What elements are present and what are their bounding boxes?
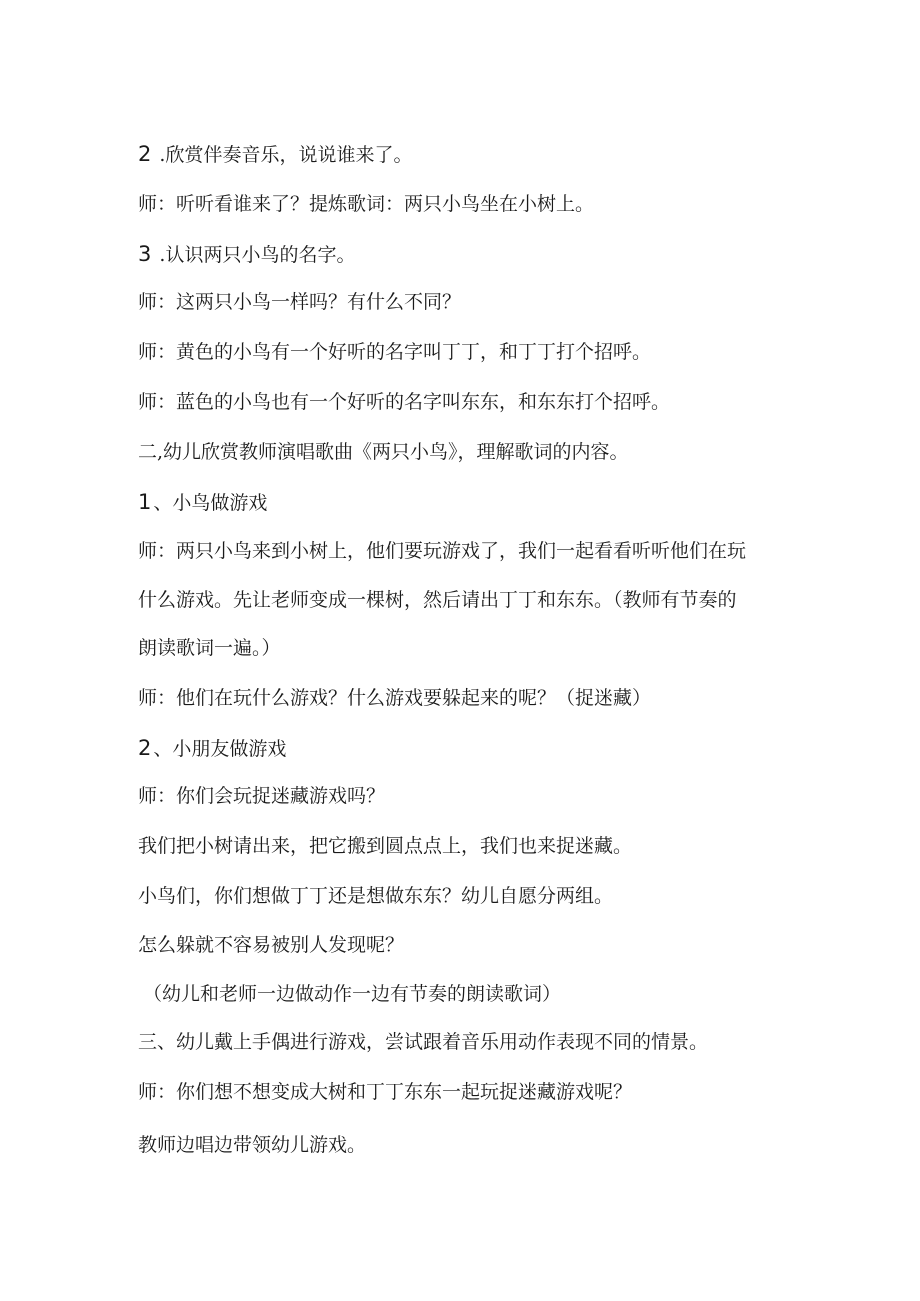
paragraph-line <box>138 1080 790 1104</box>
line-text: 什么游戏。先让老师变成一棵树，然后请出丁丁和东东。（教师有节奏的 <box>138 589 737 611</box>
line-text: 、小朋友做游戏 <box>153 738 287 760</box>
paragraph-line <box>138 884 790 908</box>
line-text: 、小鸟做游戏 <box>153 492 268 514</box>
heading-children-game <box>138 736 790 761</box>
line-text: （幼儿和老师一边做动作一边有节奏的朗读歌词） <box>143 983 562 1005</box>
line-text: 怎么躲就不容易被别人发现呢？ <box>138 934 405 956</box>
paragraph-line <box>138 636 790 660</box>
item-number: 2 <box>138 736 152 760</box>
item-number: 2 <box>138 142 152 166</box>
line-text: 师：黄色的小鸟有一个好听的名字叫丁丁，和丁丁打个招呼。 <box>138 341 652 363</box>
line-text: 师：蓝色的小鸟也有一个好听的名字叫东东，和东东打个招呼。 <box>138 391 671 413</box>
section-heading-three <box>138 1030 790 1054</box>
line-text: .欣赏伴奏音乐，说说谁来了。 <box>153 144 413 166</box>
heading-bird-game <box>138 490 790 515</box>
line-text: 师：你们想不想变成大树和丁丁东东一起玩捉迷藏游戏呢？ <box>138 1081 633 1103</box>
paragraph-line <box>138 1133 790 1157</box>
line-text: 我们把小树请出来，把它搬到圆点点上，我们也来捉迷藏。 <box>138 835 633 857</box>
paragraph-line <box>138 588 790 612</box>
line-text: 师：你们会玩捉迷藏游戏吗？ <box>138 785 386 807</box>
paragraph-line <box>138 390 790 414</box>
line-text: 师：这两只小鸟一样吗？有什么不同？ <box>138 291 462 313</box>
item-number: 3 <box>138 242 152 266</box>
line-text: 小鸟们，你们想做丁丁还是想做东东？幼儿自愿分两组。 <box>138 885 614 907</box>
paragraph-line <box>138 192 790 216</box>
paragraph-line <box>143 982 790 1006</box>
heading-appreciate-music <box>138 142 790 167</box>
paragraph-line <box>138 784 790 808</box>
line-text: 朗读歌词一遍。） <box>138 637 281 659</box>
paragraph-line <box>138 933 790 957</box>
line-text: 师：他们在玩什么游戏？什么游戏要躲起来的呢？（捉迷藏） <box>138 687 652 709</box>
line-text: 师：听听看谁来了？提炼歌词：两只小鸟坐在小树上。 <box>138 193 595 215</box>
paragraph-line <box>138 686 790 710</box>
section-heading-two <box>138 440 790 464</box>
line-text: 教师边唱边带领幼儿游戏。 <box>138 1134 367 1156</box>
line-text: .认识两只小鸟的名字。 <box>153 244 356 266</box>
line-text: 师：两只小鸟来到小树上，他们要玩游戏了，我们一起看看听听他们在玩 <box>138 540 747 562</box>
paragraph-line <box>138 834 790 858</box>
item-number: 1 <box>138 490 152 514</box>
paragraph-line <box>138 539 790 563</box>
line-text: 三、幼儿戴上手偶进行游戏，尝试跟着音乐用动作表现不同的情景。 <box>138 1031 709 1053</box>
heading-bird-names <box>138 242 790 267</box>
paragraph-line <box>138 340 790 364</box>
paragraph-line <box>138 290 790 314</box>
line-text: 二,幼儿欣赏教师演唱歌曲《两只小鸟》，理解歌词的内容。 <box>138 441 629 463</box>
